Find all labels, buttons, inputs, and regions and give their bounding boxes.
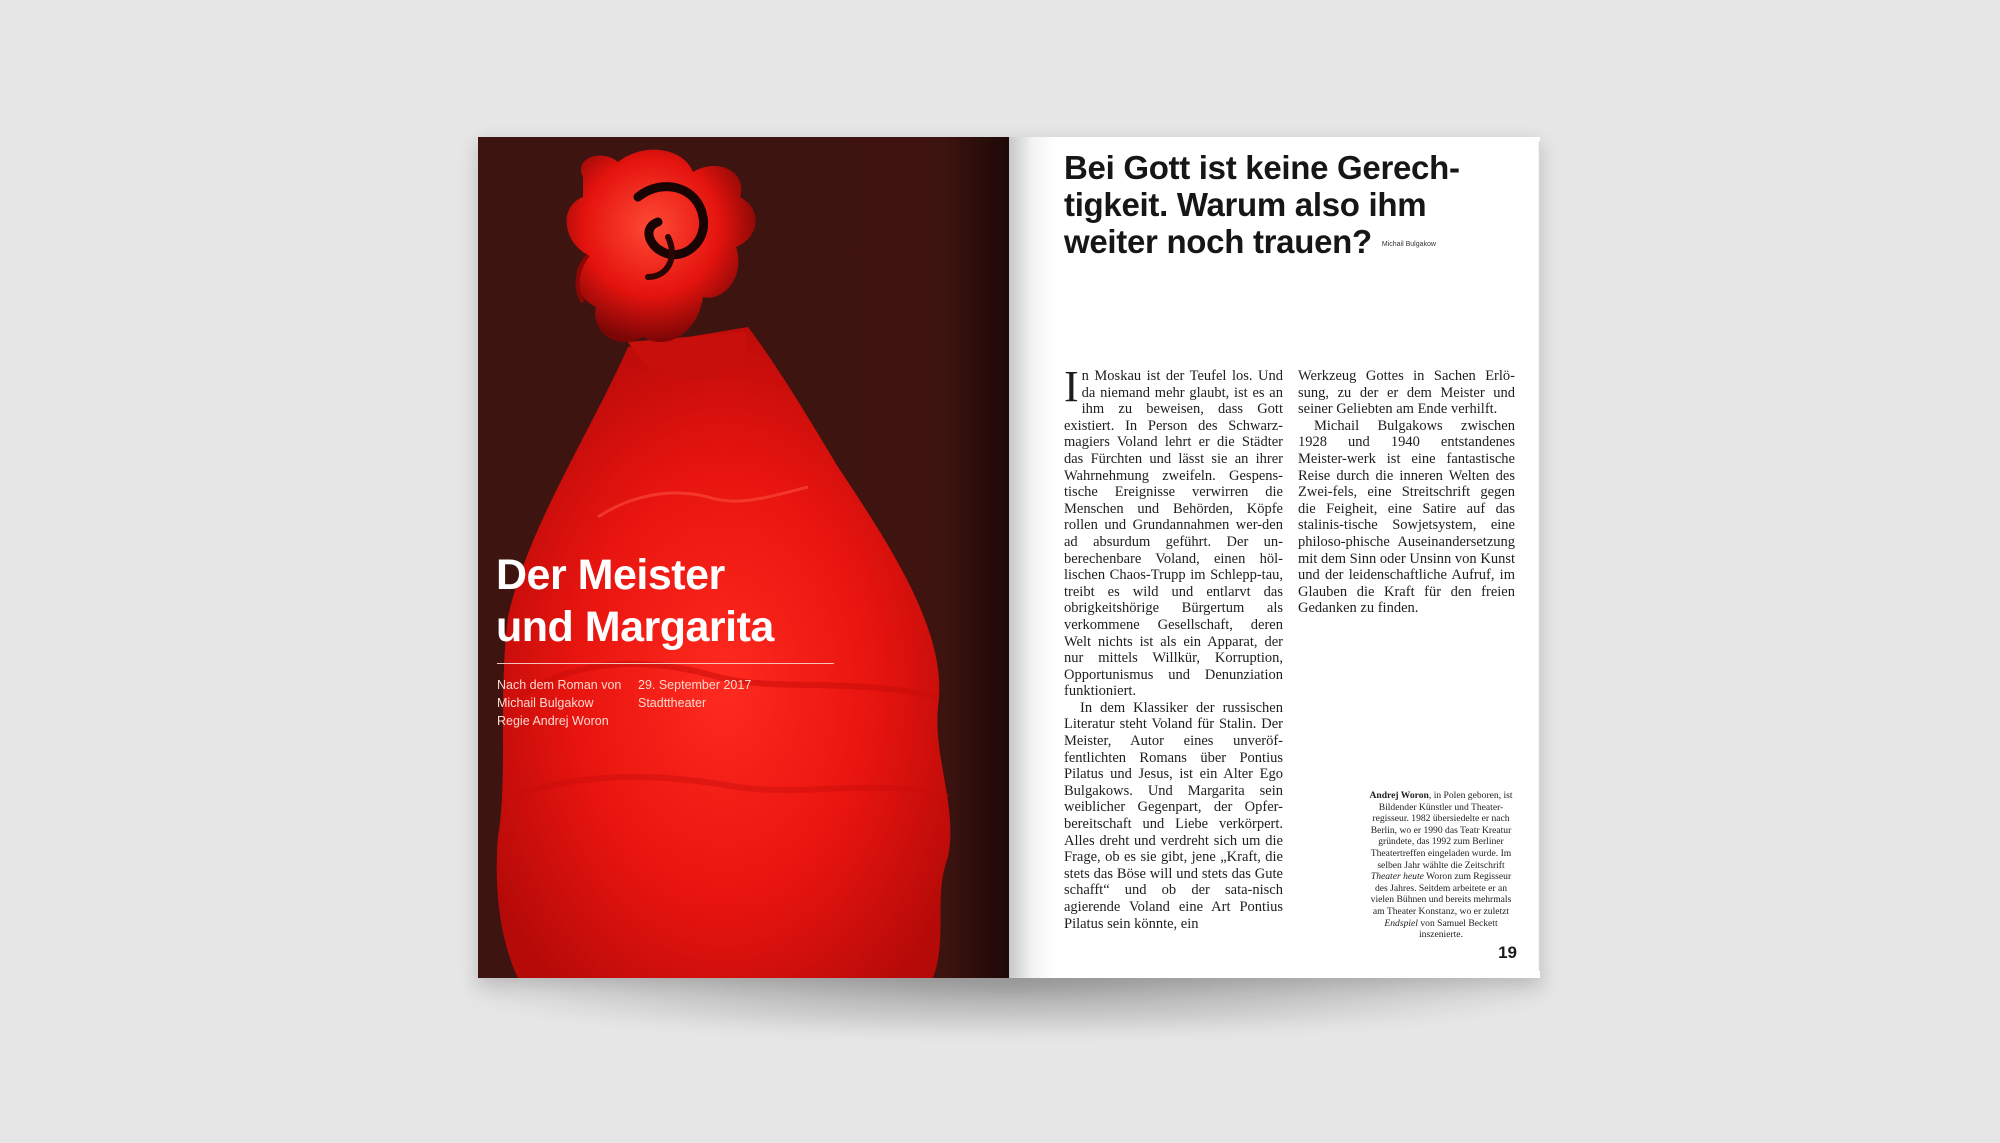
article-paragraph-3: Werkzeug Gottes in Sachen Erlö-sung, zu der er dem Meister und seiner Geliebten am Ende verhilft. [1298, 368, 1515, 418]
quote-line-1: Bei Gott ist keine Gerech- [1064, 149, 1460, 186]
bio-magazine: Theater heute [1370, 871, 1424, 883]
bio-text-3: von Samuel Beckett inszenierte. [1417, 917, 1498, 941]
left-gutter-shade [949, 137, 1009, 978]
article-column-1 [1064, 362, 1283, 932]
article-paragraph-2: In dem Klassiker der russischen Literatur steht Voland für Stalin. Der Meister, Autor eines unveröf-fentlichten Romans über Pontius Pilatus und Jesus, ist ein Alter Ego Bulgakows. Und Margarita sein weiblicher Gegenpart, der Opfer-bereitschaft und Liebe verkörpert. Alles dreht und verdreht sich um die Frage, ob es sie gibt, jene „Kraft, die stets das Böse will und stets das Gute schafft“ und ob der sata-nisch agierende Voland eine Art Pontius Pilatus sein könnte, ein [1064, 699, 1283, 932]
director-bio [1367, 790, 1515, 941]
article-column-2 [1298, 368, 1515, 617]
pull-quote [1064, 149, 1524, 263]
right-page-article [1009, 137, 1540, 978]
article-paragraph-4: Michail Bulgakows zwischen 1928 und 1940 entstandenes Meister-werk ist eine fantastische Reise durch die inneren Welten des Zwei-fels, eine Streitschrift gegen die Feigheit, eine Satire auf das stalinis-tische Sowjetsystem, eine philoso-phische Auseinandersetzung mit dem Sinn oder Unsinn von Kunst und der leidenschaftliche Aufruf, im Glauben die Kraft für den freien Gedanken zu finden. [1298, 417, 1515, 617]
bio-text-1: , in Polen geboren, ist Bildender Künstler und Theater-regisseur. 1982 übersiedelte er nach Berlin, wo er 1990 das Teatr Kreatur gründete, das 1992 zum Berliner Theatertreffen eingeladen wurde. Im selben Jahr wählte die Zeitschrift [1370, 790, 1513, 871]
left-page-poster [478, 137, 1009, 978]
credit-venue: Stadttheater [638, 696, 707, 710]
poster-title-line-1: Der Meister [496, 551, 725, 599]
magazine-spread [478, 137, 1540, 978]
page-number: 19 [1498, 943, 1517, 962]
quote-line-3 [1064, 223, 1524, 263]
quote-line-3-text: weiter noch trauen? [1064, 223, 1372, 260]
article-paragraph-1 [1064, 362, 1283, 700]
poster-title-line-2: und Margarita [496, 603, 774, 651]
quote-author: Michail Bulgakow [1381, 240, 1436, 248]
bio-name: Andrej Woron [1369, 790, 1429, 801]
credits-right [638, 676, 751, 712]
drop-cap: I [1064, 362, 1079, 411]
page-edges [1538, 141, 1540, 971]
credit-date: 29. September 2017 [638, 678, 752, 692]
poster-title [496, 549, 916, 653]
credit-director: Regie Andrej Woron [497, 714, 609, 728]
paragraph-1-text: n Moskau ist der Teufel los. Und da niemand mehr glaubt, ist es an ihm zu beweisen, dass Gott existiert. In Person des Schwarz-magiers Voland lehrt er die Städter das Fürchten und lässt sie an ihrer Wahrnehmung zweifeln. Gespens-tische Ereignisse verwirren die Menschen und Behörden, Köpfe rollen und Grundannahmen wer-den ad absurdum geführt. Der un-berechenbare Voland, einen höl-lischen Chaos-Trupp im Schlepp-tau, treibt es wild und entlarvt das obrigkeitshörige Bürgertum als verkommene Gesellschaft, deren Welt nichts ist als ein Apparat, der nur mittels Willkür, Korruption, Opportunismus und Denunziation funktioniert. [1064, 368, 1283, 700]
credit-author: Michail Bulgakow [497, 696, 594, 710]
bio-text-2: Woron zum Regisseur des Jahres. Seitdem arbeitete er an vielen Bühnen und bereits mehrmals am Theater Konstanz, wo er zuletzt [1370, 871, 1512, 917]
quote-line-2: tigkeit. Warum also ihm [1064, 186, 1427, 223]
bio-play: Endspiel [1384, 917, 1418, 929]
credits-left [497, 676, 621, 730]
title-divider [497, 663, 834, 664]
credit-novel: Nach dem Roman von [497, 678, 622, 692]
right-gutter-shade [1009, 137, 1054, 978]
